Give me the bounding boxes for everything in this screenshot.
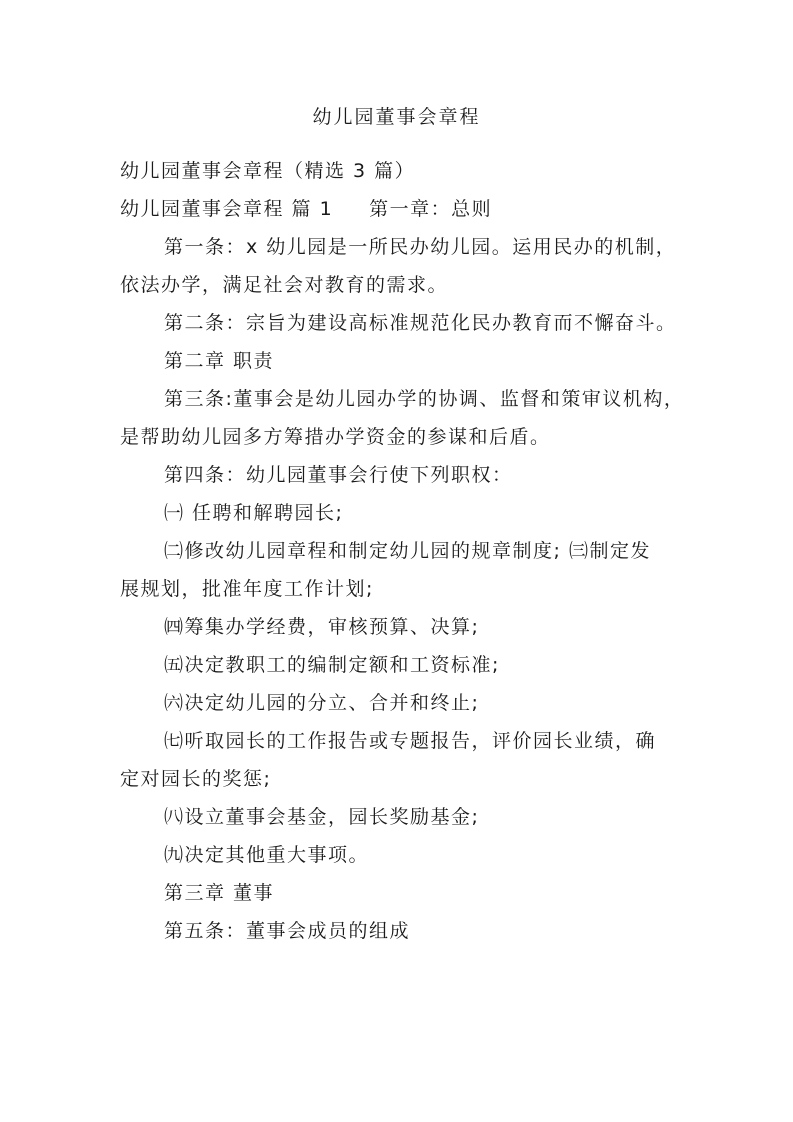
document-body (120, 152, 685, 950)
paragraph-line: ㈣筹集办学经费，审核预算、决算; (164, 616, 480, 638)
chapter-one-heading: 第一章：总则 (369, 198, 493, 220)
paragraph-line: 依法办学，满足社会对教育的需求。 (120, 274, 449, 296)
paragraph-lines (120, 228, 685, 950)
paragraph-line: ㈧设立董事会基金，园长奖励基金; (164, 806, 480, 828)
paragraph-line: ㈨决定其他重大事项。 (164, 844, 370, 866)
article-label: 幼儿园董事会章程 篇 1 (120, 198, 334, 220)
paragraph-line: 第三条:董事会是幼儿园办学的协调、监督和策审议机构， (164, 388, 685, 410)
chapter-heading-line (120, 190, 680, 228)
paragraph-line: 第四条：幼儿园董事会行使下列职权： (164, 464, 513, 486)
paragraph-line: 定对园长的奖惩; (120, 768, 272, 790)
document-title: 幼儿园董事会章程 (312, 106, 481, 128)
paragraph-line: ㈦听取园长的工作报告或专题报告，评价园长业绩，确 (164, 730, 657, 752)
paragraph-line: 第一条：x 幼儿园是一所民办幼儿园。运用民办的机制， (164, 236, 677, 258)
paragraph-line: ㈠ 任聘和解聘园长; (164, 502, 344, 524)
paragraph-line: 展规划，批准年度工作计划; (120, 578, 374, 600)
paragraph-line: 第五条：董事会成员的组成 (164, 920, 411, 942)
paragraph-line: 第二章 职责 (164, 350, 275, 372)
paragraph-line: ㈥决定幼儿园的分立、合并和终止; (164, 692, 480, 714)
paragraph-line: 是帮助幼儿园多方筹措办学资金的参谋和后盾。 (120, 426, 551, 448)
document-subtitle: 幼儿园董事会章程（精选 3 篇） (120, 160, 416, 182)
paragraph-line: ㈤决定教职工的编制定额和工资标准; (164, 654, 500, 676)
paragraph-line: 第二条：宗旨为建设高标准规范化民办教育而不懈奋斗。 (164, 312, 677, 334)
paragraph-line: 第三章 董事 (164, 882, 275, 904)
paragraph-line: ㈡修改幼儿园章程和制定幼儿园的规章制度; ㈢制定发 (164, 540, 651, 562)
